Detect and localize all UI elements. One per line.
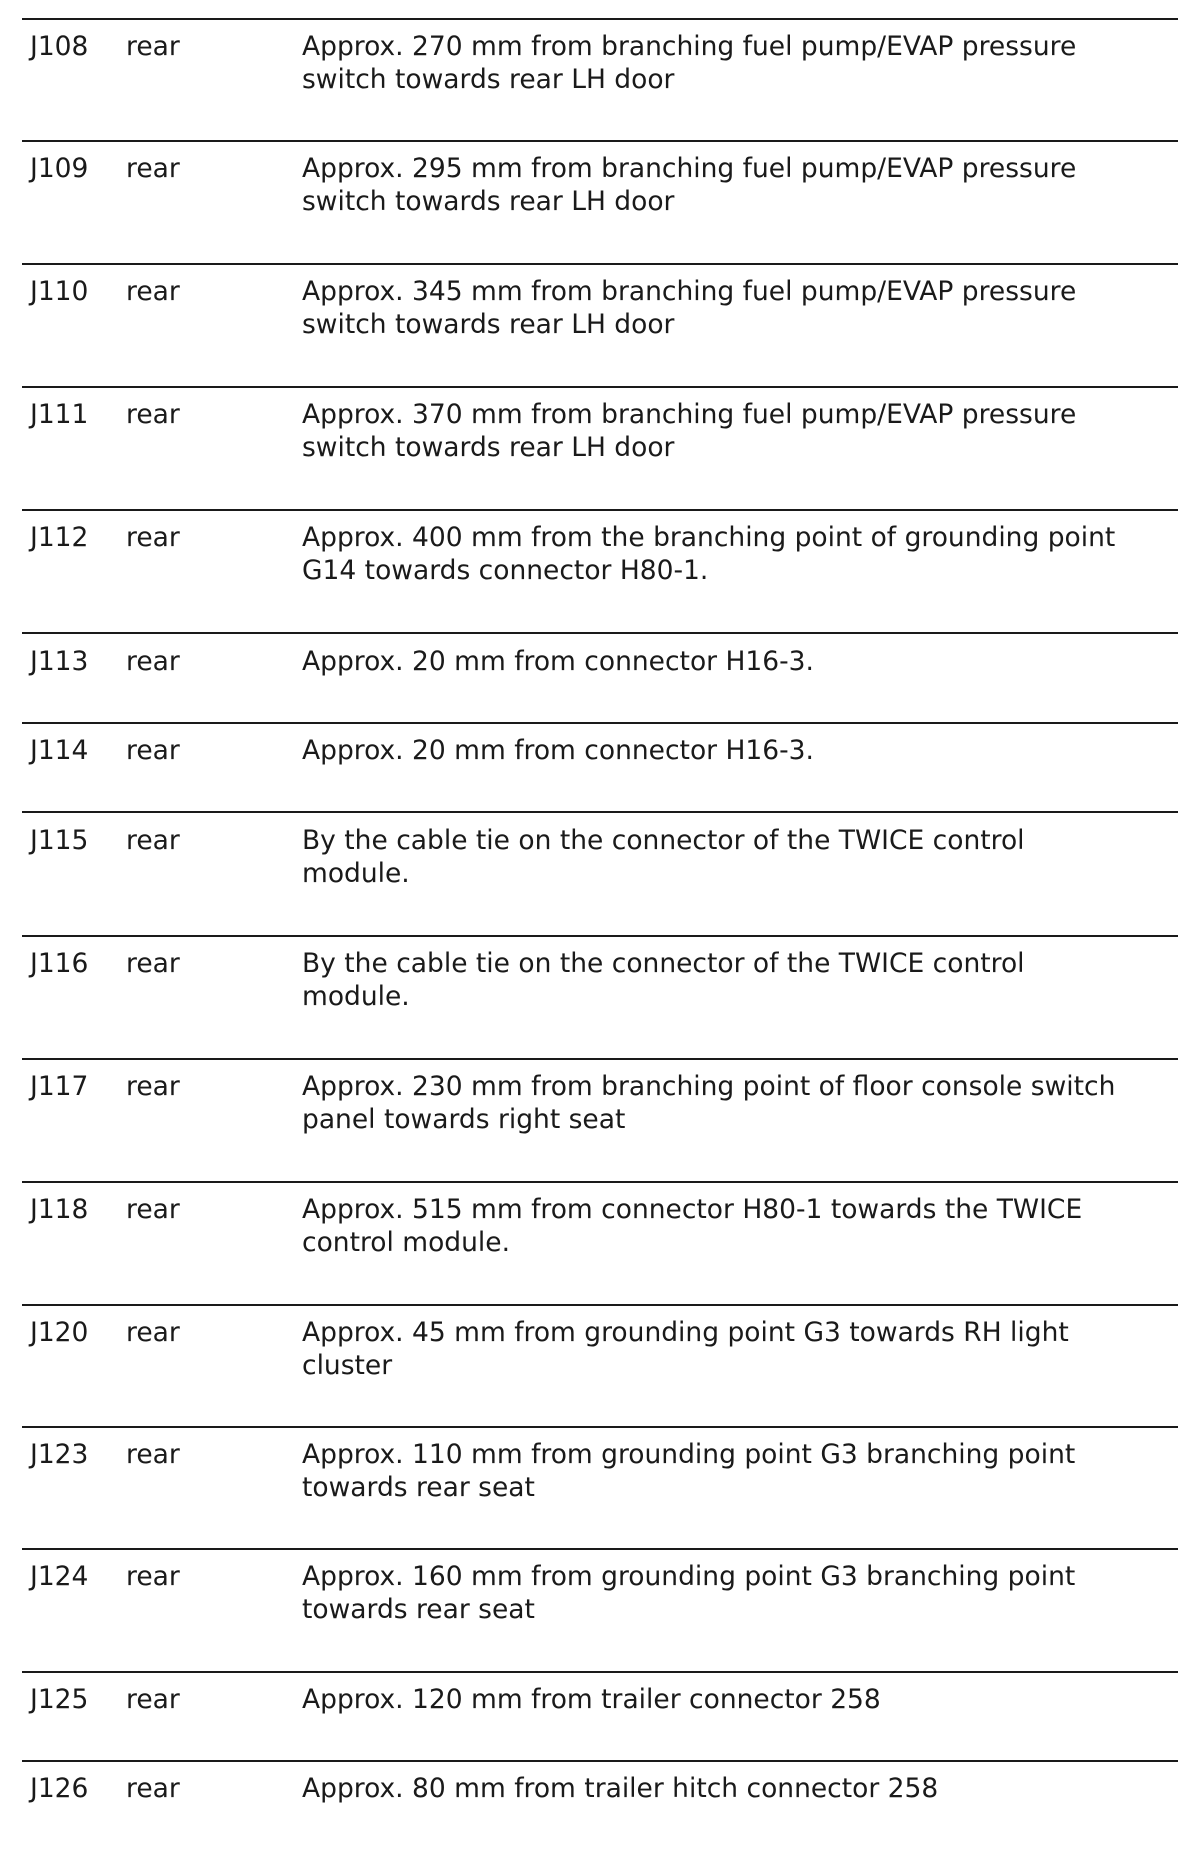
connector-description bbox=[302, 824, 1182, 890]
row-divider bbox=[22, 1760, 1178, 1762]
row-divider bbox=[22, 935, 1178, 937]
connector-code: J113 bbox=[30, 646, 89, 677]
row-divider bbox=[22, 1671, 1178, 1673]
description-line: Approx. 400 mm from the branching point of grounding point bbox=[302, 522, 1116, 553]
row-divider bbox=[22, 140, 1178, 142]
description-line: Approx. 20 mm from connector H16-3. bbox=[302, 735, 814, 766]
connector-description bbox=[302, 1316, 1182, 1382]
description-line: Approx. 370 mm from branching fuel pump/EVAP pressure bbox=[302, 399, 1077, 430]
connector-description bbox=[302, 1560, 1182, 1626]
connector-code: J117 bbox=[30, 1071, 89, 1102]
connector-position: rear bbox=[126, 735, 180, 766]
row-divider bbox=[22, 1181, 1178, 1183]
connector-code: J116 bbox=[30, 948, 89, 979]
connector-code: J109 bbox=[30, 153, 89, 184]
connector-code: J126 bbox=[30, 1773, 89, 1804]
description-line: G14 towards connector H80-1. bbox=[302, 555, 709, 586]
connector-code: J125 bbox=[30, 1684, 89, 1715]
connector-description bbox=[302, 521, 1182, 587]
connector-code: J110 bbox=[30, 276, 89, 307]
connector-description bbox=[302, 1193, 1182, 1259]
connector-description bbox=[302, 30, 1182, 96]
connector-code: J108 bbox=[30, 31, 89, 62]
description-line: Approx. 110 mm from grounding point G3 branching point bbox=[302, 1439, 1076, 1470]
connector-position: rear bbox=[126, 1773, 180, 1804]
connector-code: J115 bbox=[30, 825, 89, 856]
row-divider bbox=[22, 386, 1178, 388]
description-line: module. bbox=[302, 858, 410, 889]
connector-description bbox=[302, 734, 1182, 767]
connector-position: rear bbox=[126, 31, 180, 62]
description-line: Approx. 345 mm from branching fuel pump/EVAP pressure bbox=[302, 276, 1077, 307]
connector-code: J112 bbox=[30, 522, 89, 553]
row-divider bbox=[22, 632, 1178, 634]
description-line: Approx. 160 mm from grounding point G3 branching point bbox=[302, 1561, 1076, 1592]
connector-code: J120 bbox=[30, 1317, 89, 1348]
connector-description bbox=[302, 947, 1182, 1013]
connector-position: rear bbox=[126, 1684, 180, 1715]
description-line: Approx. 230 mm from branching point of floor console switch bbox=[302, 1071, 1116, 1102]
connector-position: rear bbox=[126, 1561, 180, 1592]
row-divider bbox=[22, 722, 1178, 724]
description-line: By the cable tie on the connector of the TWICE control bbox=[302, 948, 1025, 979]
description-line: cluster bbox=[302, 1350, 393, 1381]
connector-description bbox=[302, 1772, 1182, 1805]
connector-code: J111 bbox=[30, 399, 89, 430]
description-line: switch towards rear LH door bbox=[302, 186, 675, 217]
description-line: switch towards rear LH door bbox=[302, 64, 675, 95]
connector-position: rear bbox=[126, 825, 180, 856]
row-divider bbox=[22, 263, 1178, 265]
connector-position: rear bbox=[126, 522, 180, 553]
description-line: control module. bbox=[302, 1227, 511, 1258]
description-line: Approx. 20 mm from connector H16-3. bbox=[302, 646, 814, 677]
connector-position: rear bbox=[126, 153, 180, 184]
connector-description bbox=[302, 152, 1182, 218]
description-line: By the cable tie on the connector of the TWICE control bbox=[302, 825, 1025, 856]
row-divider bbox=[22, 1058, 1178, 1060]
connector-description bbox=[302, 645, 1182, 678]
description-line: Approx. 515 mm from connector H80-1 towards the TWICE bbox=[302, 1194, 1083, 1225]
connector-description bbox=[302, 275, 1182, 341]
connector-position: rear bbox=[126, 276, 180, 307]
description-line: towards rear seat bbox=[302, 1594, 535, 1625]
description-line: panel towards right seat bbox=[302, 1104, 626, 1135]
description-line: Approx. 80 mm from trailer hitch connector 258 bbox=[302, 1773, 939, 1804]
description-line: switch towards rear LH door bbox=[302, 432, 675, 463]
connector-position: rear bbox=[126, 1194, 180, 1225]
connector-code: J114 bbox=[30, 735, 89, 766]
description-line: towards rear seat bbox=[302, 1472, 535, 1503]
connector-description bbox=[302, 1070, 1182, 1136]
description-line: Approx. 295 mm from branching fuel pump/EVAP pressure bbox=[302, 153, 1077, 184]
description-line: switch towards rear LH door bbox=[302, 309, 675, 340]
row-divider bbox=[22, 18, 1178, 20]
row-divider bbox=[22, 1548, 1178, 1550]
connector-description bbox=[302, 1683, 1182, 1716]
connector-position: rear bbox=[126, 1071, 180, 1102]
connector-code: J118 bbox=[30, 1194, 89, 1225]
connector-code: J123 bbox=[30, 1439, 89, 1470]
connector-position: rear bbox=[126, 1317, 180, 1348]
row-divider bbox=[22, 1426, 1178, 1428]
row-divider bbox=[22, 1304, 1178, 1306]
connector-position: rear bbox=[126, 1439, 180, 1470]
description-line: Approx. 120 mm from trailer connector 258 bbox=[302, 1684, 881, 1715]
connector-position: rear bbox=[126, 646, 180, 677]
description-line: module. bbox=[302, 981, 410, 1012]
connector-position: rear bbox=[126, 948, 180, 979]
connector-position: rear bbox=[126, 399, 180, 430]
connector-code: J124 bbox=[30, 1561, 89, 1592]
description-line: Approx. 45 mm from grounding point G3 towards RH light bbox=[302, 1317, 1069, 1348]
description-line: Approx. 270 mm from branching fuel pump/EVAP pressure bbox=[302, 31, 1077, 62]
connector-description bbox=[302, 1438, 1182, 1504]
row-divider bbox=[22, 811, 1178, 813]
row-divider bbox=[22, 509, 1178, 511]
connector-description bbox=[302, 398, 1182, 464]
